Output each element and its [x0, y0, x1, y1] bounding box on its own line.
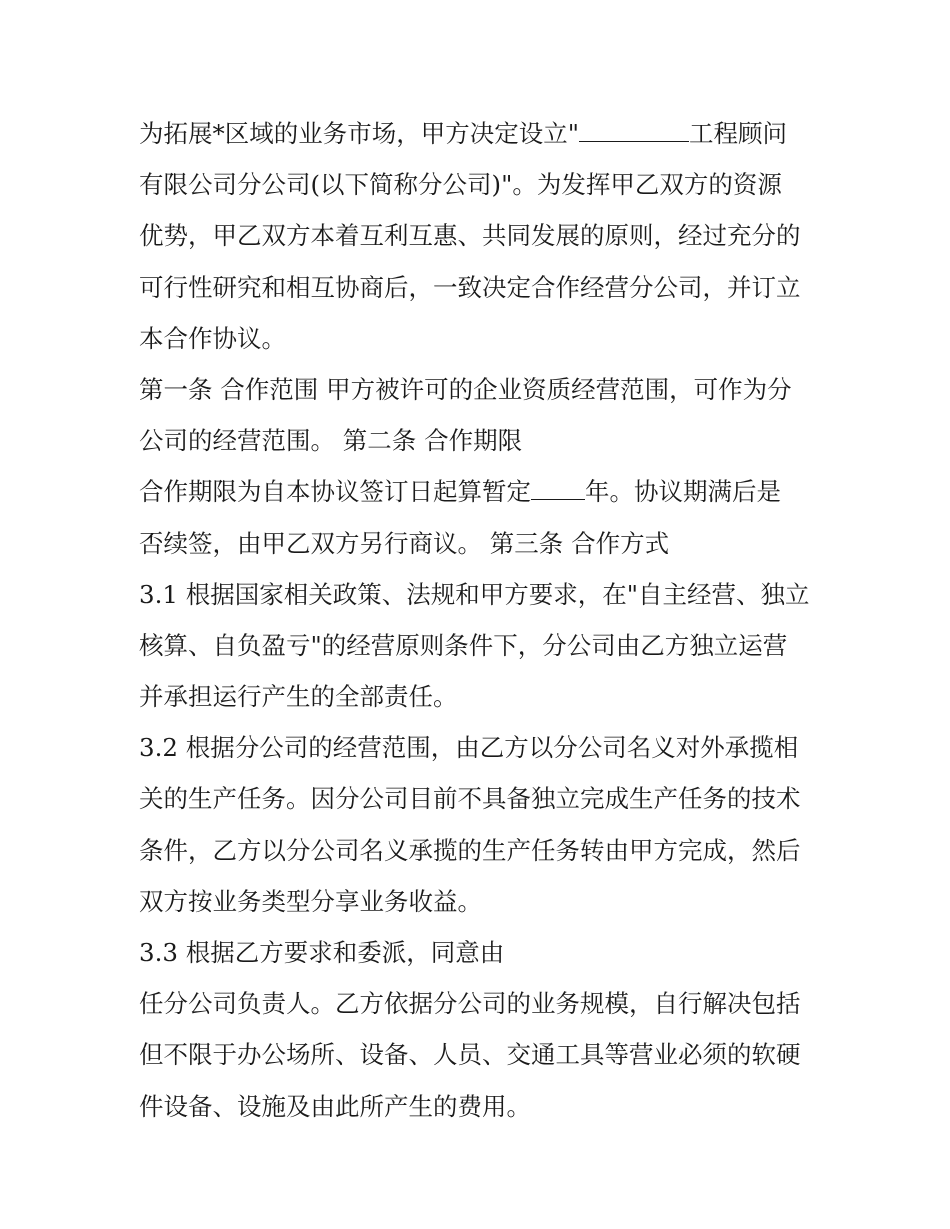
text-line: 合作期限为自本协议签订日起算暂定 年。协议期满后是 — [139, 466, 819, 517]
text-line: 优势，甲乙双方本着互利互惠、共同发展的原则，经过充分的 — [139, 221, 801, 251]
text-line: 否续签，由甲乙双方另行商议。 第三条 合作方式 — [139, 528, 670, 558]
fill-in-blank — [579, 111, 689, 142]
text-line: 有限公司分公司(以下简称分公司)"。为发挥甲乙双方的资源 — [139, 170, 782, 200]
text-line: 关的生产任务。因分公司目前不具备独立完成生产任务的技术 — [139, 784, 801, 814]
text-line: 为拓展*区域的业务市场，甲方决定设立" 工程顾问 — [139, 108, 819, 159]
text-line: 件设备、设施及由此所产生的费用。 — [139, 1091, 531, 1121]
text-line: 公司的经营范围。 第二条 合作期限 — [139, 426, 523, 456]
text-line: 本合作协议。 — [139, 323, 286, 353]
text-line: 核算、自负盈亏"的经营原则条件下，分公司由乙方独立运营 — [139, 630, 788, 660]
text-line: 第一条 合作范围 甲方被许可的企业资质经营范围，可作为分 — [139, 374, 792, 404]
text-line: 3.3 根据乙方要求和委派，同意由 — [139, 938, 505, 967]
text-line: 任分公司负责人。乙方依据分公司的业务规模，自行解决包括 — [139, 989, 801, 1019]
document-body — [139, 108, 819, 1132]
text-line: 并承担运行产生的全部责任。 — [139, 682, 458, 712]
text-line: 可行性研究和相互协商后，一致决定合作经营分公司，并订立 — [139, 272, 801, 302]
fill-in-blank — [531, 469, 585, 500]
text-line: 条件，乙方以分公司名义承揽的生产任务转由甲方完成，然后 — [139, 835, 801, 865]
text-line: 但不限于办公场所、设备、人员、交通工具等营业必须的软硬 — [139, 1040, 801, 1070]
text-line: 3.1 根据国家相关政策、法规和甲方要求，在"自主经营、独立 — [139, 579, 810, 609]
text-line: 双方按业务类型分享业务收益。 — [139, 886, 482, 916]
text-line: 3.2 根据分公司的经营范围，由乙方以分公司名义对外承揽相 — [139, 733, 799, 763]
